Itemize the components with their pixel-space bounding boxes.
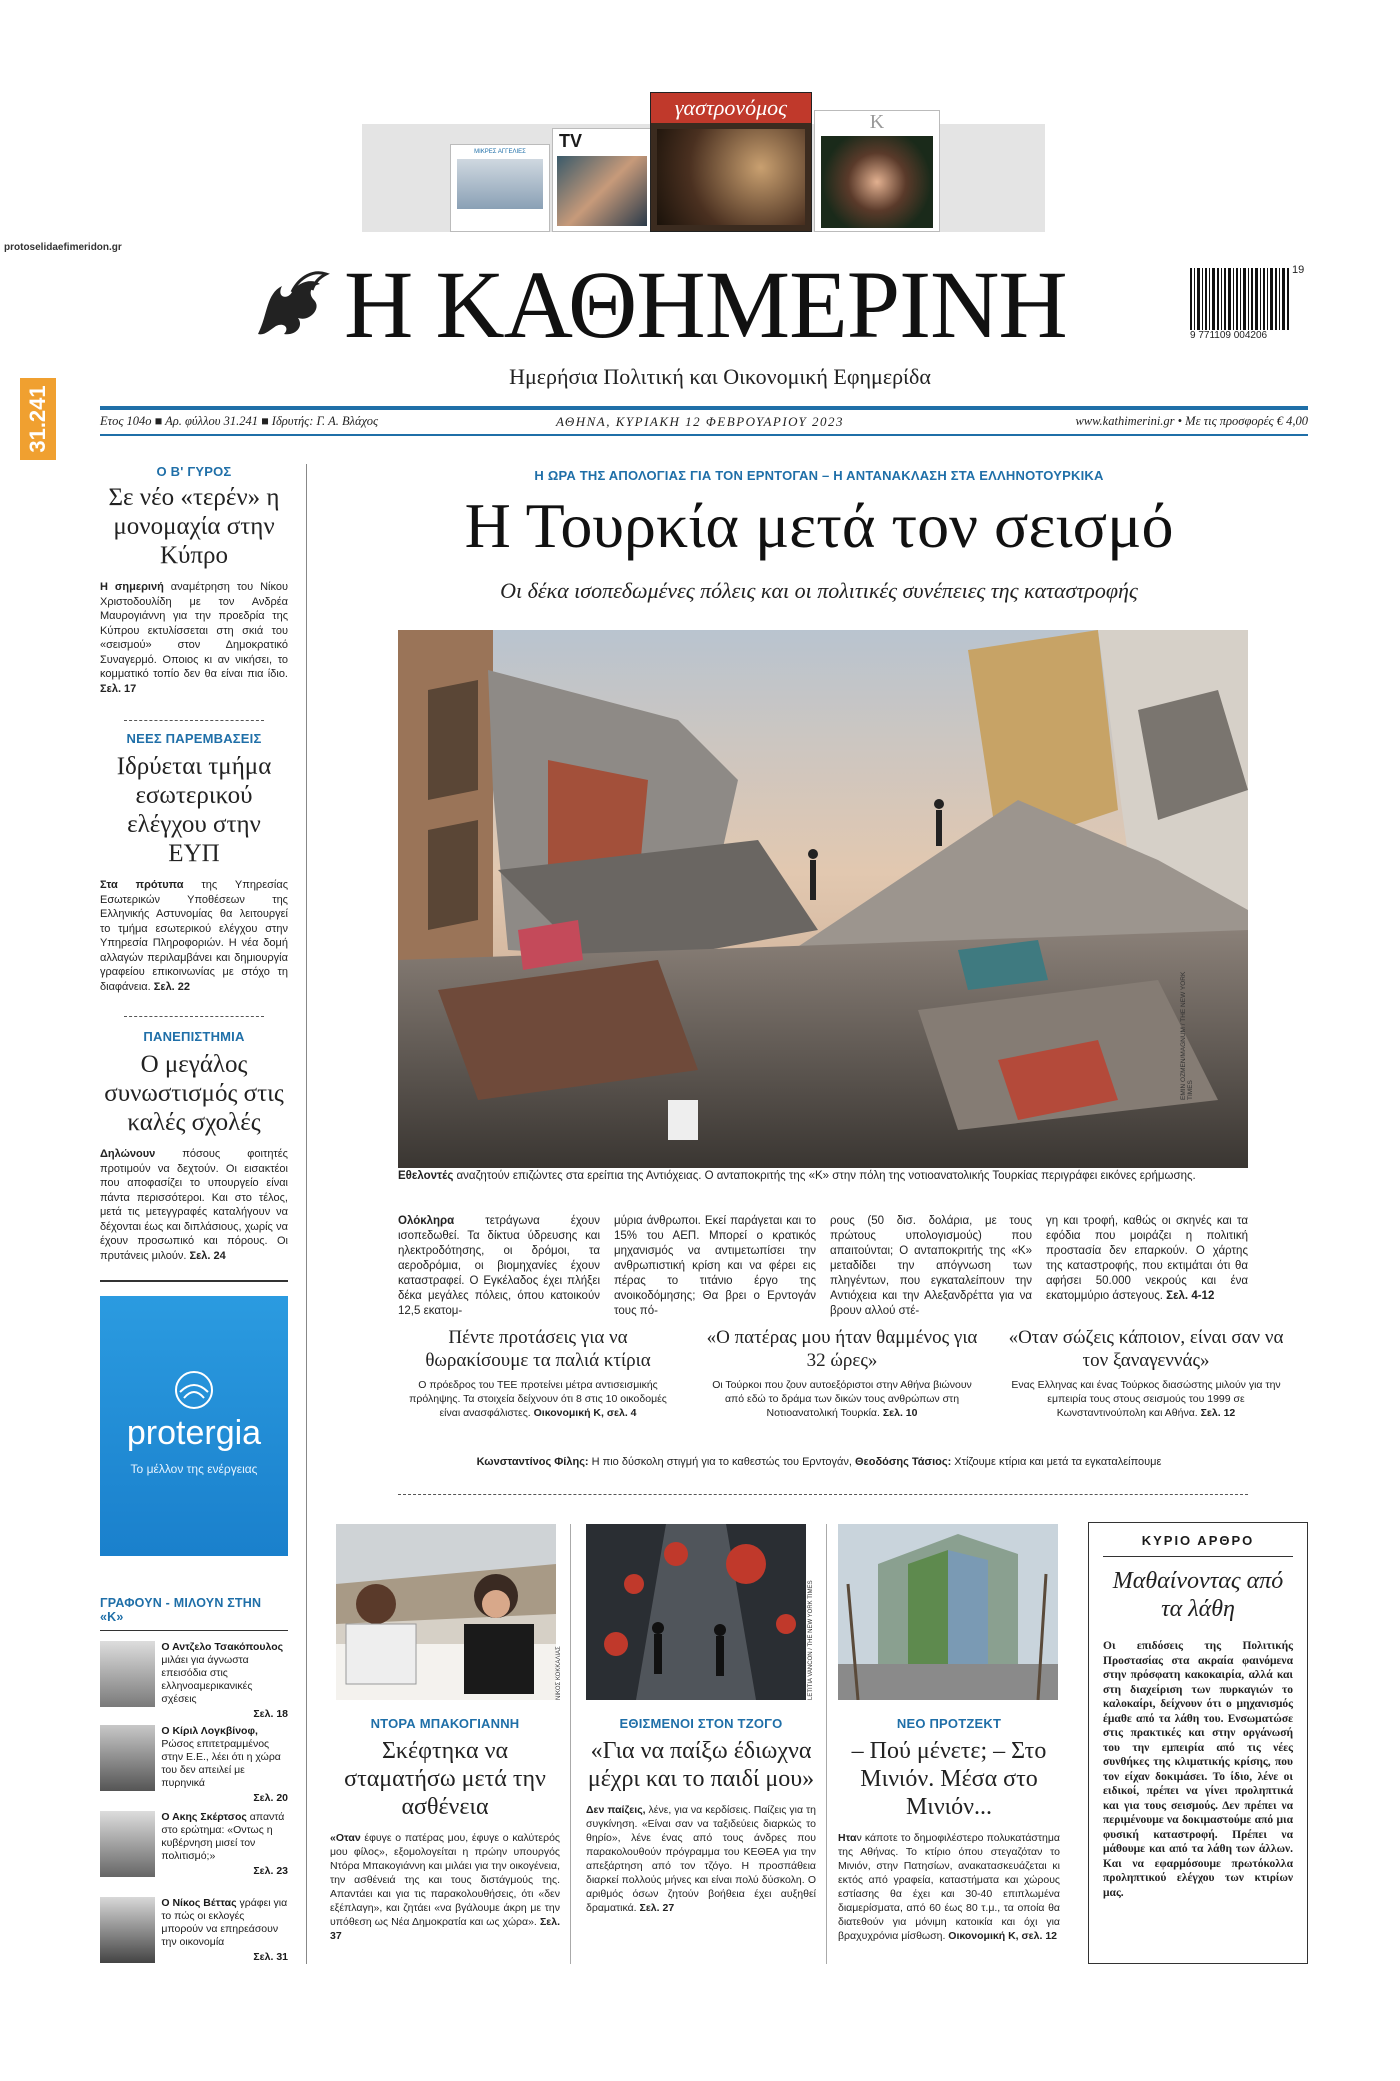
protergia-tagline: Το μέλλον της ενέργειας xyxy=(130,1462,258,1476)
bottom-photo-bakogianni[interactable] xyxy=(336,1524,556,1700)
bottom-story-bakogianni xyxy=(330,1716,560,1943)
photo-caption xyxy=(398,1170,1258,1182)
infobar-rule-top xyxy=(100,406,1308,410)
columnist-page: Σελ. 18 xyxy=(253,1708,288,1720)
main-body-column xyxy=(398,1214,600,1319)
columnist-name: Ο Κίριλ Λογκβίνοφ, xyxy=(161,1725,258,1737)
main-headline[interactable]: Η Τουρκία μετά τον σεισμό xyxy=(464,490,1174,561)
columnists-section xyxy=(100,1596,288,1983)
barcode-bars xyxy=(1190,268,1290,330)
columnist-name: Ο Νίκος Βέττας xyxy=(161,1897,237,1909)
supplement-mikres-aggelies[interactable] xyxy=(450,144,550,232)
protergia-brand: protergia xyxy=(126,1414,262,1452)
related-story-body: Ενας Ελληνας και ένας Τούρκος διασώστης μιλούν για την εμπειρία τους στους σεισμούς του 1999 σε Κωνσταντινούπολη και Αθήνα. xyxy=(1011,1379,1281,1419)
sidebar-body-cyprus: αναμέτρηση του Νίκου Χριστοδουλίδη με τον Ανδρέα Μαυρογιάννη για την προεδρία της Κύπρου εκτυλίσσεται στη σκιά του «σεισμού» στον Δημοκρατικό Συναγερμό. Οποιος κι αν νικήσει, το κομματικό τοπίο δεν θα είναι πια ίδιο. xyxy=(100,581,288,680)
related-stories xyxy=(398,1326,1308,1420)
bottom-title-bakogianni[interactable]: Σκέφτηκα να σταματήσω μετά την ασθένεια xyxy=(344,1738,546,1820)
columnist-item[interactable] xyxy=(100,1725,288,1811)
columnist-page: Σελ. 20 xyxy=(253,1792,288,1804)
sidebar-body-universities: πόσους φοιτητές προτιμούν να δεχτούν. Οι εισακτέοι που αποφασίζει το υπουργείο είναι πάντα περισσότεροι. Και στο τέλος, μετά τις μετεγγραφές καταλήγουν να δέχονται έως και διπλάσιους, χωρίς να έχουν προσωπικό και πόρους. Οι πρυτάνεις μιλούν. xyxy=(100,1148,288,1262)
columnist-text xyxy=(161,1641,288,1725)
columnists-rule xyxy=(100,1630,288,1631)
related-story-text xyxy=(398,1378,678,1420)
columnist-item[interactable] xyxy=(100,1641,288,1725)
sidebar-page-universities[interactable]: Σελ. 24 xyxy=(186,1249,226,1262)
bottom-photo-credit-bakogianni: ΝΙΚΟΣ ΚΟΚΚΑΛΙΑΣ xyxy=(556,1646,562,1700)
columnist-text xyxy=(161,1897,288,1983)
interview-photo-illustration xyxy=(336,1524,556,1700)
columnist-page: Σελ. 23 xyxy=(253,1865,288,1877)
masthead-title: Η ΚΑΘΗΜΕΡΙΝΗ xyxy=(344,251,1067,358)
bottom-kicker-bakogianni: ΝΤΟΡΑ ΜΠΑΚΟΓΙΑΝΝΗ xyxy=(370,1716,520,1731)
building-photo-illustration xyxy=(838,1524,1058,1700)
columnist-topic: Ρώσος επιτετραμμένος στην Ε.Ε., λέει ότι η χώρα του δεν απειλεί με πυρηνικά xyxy=(161,1738,281,1789)
bottom-text-bakogianni xyxy=(330,1831,560,1943)
sidebar-page-eyp[interactable]: Σελ. 22 xyxy=(150,980,191,993)
bottom-body-minion: ν κάποτε το δημοφιλέστερο πολυκατάστημα της Αθήνας. Το κτίριο όπου στεγαζόταν το Μινιόν, στην Πατησίων, ανακατασκευάζεται κι εκτός από γραφεία, καταστήματα και χώρους εστίασης θα έχει και 30-40 επιπλωμένα διαμερίσματα, από 60 έως 80 τ.μ., τα οποία θα διατεθούν για μόνιμη κατοικία και όχι για βραχυχρόνια μίσθωση. xyxy=(838,1832,1060,1942)
bottom-kicker-gambling: ΕΘΙΣΜΕΝΟΙ ΣΤΟΝ ΤΖΟΓΟ xyxy=(619,1716,783,1731)
sidebar-text-cyprus xyxy=(100,580,288,696)
main-subhead: Οι δέκα ισοπεδωμένες πόλεις και οι πολιτικές συνέπειες της καταστροφής xyxy=(500,578,1138,603)
supplement-k[interactable] xyxy=(814,110,940,232)
infobar-rule-bottom xyxy=(100,434,1308,436)
bottom-story-gambling xyxy=(586,1716,816,1915)
barcode-number: 9 771109 004206 xyxy=(1190,330,1268,341)
columnist-name: Ο Αντζελο Τσακόπουλος xyxy=(161,1641,284,1653)
bottom-body-bakogianni: έφυγε ο πατέρας μου, έφυγε ο καλύτερός μου φίλος», εξομολογείται η πρώην υπουργός Ντόρα Μπακογιάννη και μιλάει για την οικογένεια, την ασθένειά της και τους διστάγμούς της. Απαντάει και για τις παρακολουθήσεις, ότι «δεν εξέπλαγη», και ζητάει «να βγάλουμε άκρη με την υπόθεση ως Νέα Δημοκρατία και ως χώρα». xyxy=(330,1832,560,1928)
supplement-gastronomos[interactable] xyxy=(650,92,812,232)
sidebar-lead-universities: Δηλώνουν xyxy=(100,1148,156,1160)
related-story-page: Οικονομική Κ, σελ. 4 xyxy=(530,1407,637,1419)
main-photo[interactable] xyxy=(398,630,1248,1168)
issue-tab xyxy=(20,378,56,460)
columnist-photo xyxy=(100,1641,155,1707)
related-story-title: «Οταν σώζεις κάποιον, είναι σαν να τον ξαναγεννάς» xyxy=(1008,1327,1284,1371)
bottom-lead-bakogianni: «Οταν xyxy=(330,1832,361,1844)
editorial-rule xyxy=(1103,1556,1293,1557)
sidebar-lead-eyp: Στα πρότυπα xyxy=(100,879,184,891)
main-body-page[interactable]: Σελ. 4-12 xyxy=(1162,1290,1215,1302)
opinion-a-name[interactable]: Κωνσταντίνος Φίλης: xyxy=(476,1456,589,1468)
infobar-right: www.kathimerini.gr • Με τις προσφορές € 4,00 xyxy=(1075,414,1308,428)
sidebar-text-eyp xyxy=(100,878,288,994)
related-story-title: «Ο πατέρας μου ήταν θαμμένος για 32 ώρες» xyxy=(706,1327,978,1371)
supplement-tv[interactable] xyxy=(552,128,652,232)
columnist-photo xyxy=(100,1811,155,1877)
sidebar-kicker-cyprus: Ο Β' ΓΥΡΟΣ xyxy=(156,464,232,479)
related-story-page: Σελ. 12 xyxy=(1197,1407,1236,1419)
tv-label: TV xyxy=(559,131,583,151)
columnist-name: Ο Ακης Σκέρτσος xyxy=(161,1811,247,1823)
sidebar-separator xyxy=(124,1016,264,1017)
bottom-kicker-minion: ΝΕΟ ΠΡΟΤΖΕΚΤ xyxy=(896,1716,1002,1731)
related-story-text xyxy=(1006,1378,1286,1420)
opinion-b-name[interactable]: Θεοδόσης Τάσιος: xyxy=(851,1456,952,1468)
protergia-logo-icon xyxy=(174,1370,214,1410)
gambling-photo-illustration xyxy=(586,1524,806,1700)
masthead-subtitle: Ημερήσια Πολιτική και Οικονομική Εφημερίδα xyxy=(509,364,931,389)
columnist-item[interactable] xyxy=(100,1897,288,1983)
columnist-photo xyxy=(100,1725,155,1791)
bottom-photo-credit-gambling: LETITIA VANCON / THE NEW YORK TIMES xyxy=(808,1580,814,1700)
main-body-text: μύρια άνθρωποι. Εκεί παράγεται και το 15% του ΑΕΠ. Μπορεί ο κρατικός μηχανισμός να αντιμετωπίσει την ανθρωπιστική κρίση και να φέρει εις πέρας το τιτάνιο έργο της ανοικοδόμησης; Θα βρει ο Ερντογάν τους πό- xyxy=(614,1215,816,1317)
gastronomos-title: γαστρονόμος xyxy=(651,93,811,123)
related-story-page: Σελ. 10 xyxy=(879,1407,918,1419)
bottom-story-minion xyxy=(838,1716,1060,1943)
barcode xyxy=(1190,268,1310,342)
bottom-text-minion xyxy=(838,1831,1060,1943)
bottom-title-gambling[interactable]: «Για να παίξω έδιωχνα μέχρι και το παιδί μου» xyxy=(587,1738,815,1792)
earthquake-photo-illustration xyxy=(398,630,1248,1168)
watermark-text: protoselidaefimeridon.gr xyxy=(4,242,122,253)
bottom-text-gambling xyxy=(586,1803,816,1915)
related-story-body: Οι Τούρκοι που ζουν αυτοεξόριστοι στην Αθήνα βιώνουν από εδώ το δράμα των δικών τους ανθρώπων στη Νοτιοανατολική Τουρκία. xyxy=(712,1379,972,1419)
bottom-page-gambling[interactable]: Σελ. 27 xyxy=(636,1902,675,1914)
sidebar-page-cyprus[interactable]: Σελ. 17 xyxy=(100,682,137,695)
bottom-photo-gambling[interactable] xyxy=(586,1524,806,1700)
opinion-a-text: Η πιο δύσκολη στιγμή για το καθεστώς του Ερντογάν, xyxy=(588,1456,852,1468)
columnist-text xyxy=(161,1811,288,1897)
sidebar-body-eyp: της Υπηρεσίας Εσωτερικών Υποθέσεων της Ελληνικής Αστυνομίας θα λειτουργεί το τμήμα εσωτερικού ελέγχου στην Υπηρεσία Πληροφοριών. Η νέα δομή αλλαγών περιλαμβάνει και δημιουργία γραφείου επικοινωνίας με στόχο τη διαφάνεια. xyxy=(100,879,288,993)
columnist-topic: γράφει για το πώς οι εκλογές μπορούν να επηρεάσουν την οικονομία xyxy=(161,1897,288,1948)
opinion-line xyxy=(330,1456,1308,1468)
columnist-item[interactable] xyxy=(100,1811,288,1897)
columnists-header: ΓΡΑΦΟΥΝ - ΜΙΛΟΥΝ ΣΤΗΝ «Κ» xyxy=(100,1596,262,1624)
sidebar-rule xyxy=(100,1280,288,1282)
sidebar-headline-eyp[interactable]: Ιδρύεται τμήμα εσωτερικού ελέγχου στην ΕΥΠ xyxy=(116,753,272,867)
mikres-aggelies-label: ΜΙΚΡΕΣ ΑΓΓΕΛΙΕΣ xyxy=(474,149,526,155)
editorial-label: ΚΥΡΙΟ ΑΡΘΡΟ xyxy=(1141,1533,1255,1548)
infobar-left: Ετος 104ο ■ Αρ. φύλλου 31.241 ■ Ιδρυτής: Γ. Α. Βλάχος xyxy=(100,414,379,428)
main-body-text: τετράγωνα έχουν ισοπεδωθεί. Τα δίκτυα ύδρευσης και ηλεκτροδότησης, οι δρόμοι, τα αεροδρόμια, οι βιομηχανίες έχουν καταστραφεί. Ο Εγκέλαδος έχει πλήξει δέκα μεγάλες πόλεις, όπου κατοικούν 12,5 εκατομ- xyxy=(398,1215,600,1317)
columnist-topic: μιλάει για άγνωστα επεισόδια στις ελληνοαμερικανικές σχέσεις xyxy=(161,1654,253,1705)
editorial-box xyxy=(1088,1522,1308,1964)
main-body xyxy=(398,1214,1248,1319)
main-body-column xyxy=(614,1214,816,1319)
sidebar-lead-cyprus: Η σημερινή xyxy=(100,581,164,593)
bottom-page-minion[interactable]: Οικονομική Κ, σελ. 12 xyxy=(945,1930,1058,1942)
columnist-text xyxy=(161,1725,288,1811)
columnist-page: Σελ. 31 xyxy=(253,1951,288,1963)
main-kicker: Η ΩΡΑ ΤΗΣ ΑΠΟΛΟΓΙΑΣ ΓΙΑ ΤΟΝ ΕΡΝΤΟΓΑΝ – Η ΑΝΤΑΝΑΚΛΑΣΗ ΣΤΑ ΕΛΛΗΝΟΤΟΥΡΚΙΚΑ xyxy=(534,468,1104,483)
infobar-date: ΑΘΗΝΑ, ΚΥΡΙΑΚΗ 12 ΦΕΒΡΟΥΑΡΙΟΥ 2023 xyxy=(555,414,844,429)
sidebar-headline-universities[interactable]: Ο μεγάλος συνωστισμός στις καλές σχολές xyxy=(104,1051,284,1136)
barcode-issue: 19 xyxy=(1292,264,1305,276)
photo-caption-lead: Εθελοντές xyxy=(398,1170,454,1182)
related-story-title: Πέντε προτάσεις για να θωρακίσουμε τα παλιά κτίρια xyxy=(425,1327,651,1371)
main-body-column xyxy=(1046,1214,1248,1319)
column-divider xyxy=(826,1524,827,1964)
main-body-column xyxy=(830,1214,1032,1319)
related-story[interactable] xyxy=(702,1326,982,1420)
related-story-text xyxy=(702,1378,982,1420)
main-body-text: ρους (50 δισ. δολάρια, με τους πρώτους υπολογισμούς) που απαιτούνται; Ο ανταποκριτής της «Κ» μεταδίδει την απόγνωση των πληγέντων, που εγκαταλείπουν την Αντιόχεια και την Αλεξανδρέττα για να βρουν αλλού στέ- xyxy=(830,1215,1032,1317)
bottom-page-bakogianni[interactable]: Σελ. 37 xyxy=(330,1916,560,1942)
bottom-title-minion[interactable]: – Πού μένετε; – Στο Μινιόν. Μέσα στο Μινιόν... xyxy=(851,1738,1047,1820)
griffin-logo xyxy=(248,264,332,348)
photo-credit: EMIN OZMEN/MAGNUM / THE NEW YORK TIMES xyxy=(1180,971,1194,1100)
related-story-body: Ο πρόεδρος του ΤΕΕ προτείνει μέτρα αντισεισμικής πρόληψης. Τα στοιχεία δείχνουν ότι 8 στις 10 οικοδομές είναι ανασφάλιστες. xyxy=(409,1379,667,1419)
editorial-text: Οι επιδόσεις της Πολιτικής Προστασίας στα ακραία φαινόμενα στην πρόσφατη κακοκαιρία, αλλά και στη διαχείριση των πυρκαγιών το καλοκαίρι, δείχνουν ότι ο μηχανισμός έμαθε από τα λάθη του. Ενσωματώσε στις πρακτικές και στην οργάνωσή του την εμπειρία από τις νέες συνθήκες της κλιματικής κρίσης, που τον είχαν δοκιμάσει. Το ίδιο, λένε οι ειδικοί, πρέπει να γίνει προληπτικά και για τους σεισμούς. Δεν πρέπει να περιμένουμε να δοκιμαστούμε από μια φυσική καταστροφή. Πρέπει να μάθουμε και από τα λάθη των άλλων. Και να εφαρμόσουμε πρωτόκολλα προληπτικού ελέγχου των κτιρίων μας. xyxy=(1103,1640,1293,1899)
opinion-b-text: Χτίζουμε κτίρια και μετά τα εγκαταλείπουμε xyxy=(951,1456,1162,1468)
columnist-photo xyxy=(100,1897,155,1963)
photo-caption-text: αναζητούν επιζώντες στα ερείπια της Αντιόχειας. Ο ανταποκριτής της «Κ» στην πόλη της νοτιοανατολικής Τουρκίας περιγράφει εικόνες ερήμωσης. xyxy=(453,1170,1196,1182)
k-label: Κ xyxy=(869,111,885,133)
main-body-lead: Ολόκληρα xyxy=(398,1215,455,1227)
protergia-ad[interactable] xyxy=(100,1296,288,1556)
columnist-topic: απαντά στο ερώτημα: «Οντως η κυβέρνηση μισεί τον πολιτισμό;» xyxy=(161,1811,285,1862)
column-divider xyxy=(570,1524,571,1964)
editorial-title[interactable]: Μαθαίνοντας από τα λάθη xyxy=(1112,1568,1284,1622)
column-divider xyxy=(306,464,307,1964)
sidebar-kicker-universities: ΠΑΝΕΠΙΣΤΗΜΙΑ xyxy=(143,1029,245,1044)
sidebar-kicker-eyp: ΝΕΕΣ ΠΑΡΕΜΒΑΣΕΙΣ xyxy=(126,731,262,746)
sidebar xyxy=(100,464,288,1263)
bottom-lead-gambling: Δεν παίζεις, xyxy=(586,1804,646,1816)
bottom-body-gambling: λένε, για να κερδίσεις. Παίζεις για τη συγκίνηση. «Είναι σαν να ταξιδεύεις διαρκώς το θηρίο», λένε ένας από τους άνδρες που παρακολουθούν πρόγραμμα του ΚΕΘΕΑ για την απεξάρτηση από τον τζόγο. Η προσπάθεια διαρκεί πολλούς μήνες και είναι πολύ δύσκολη. Ο αριθμός όσων ζητούν βοήθεια έχει αυξηθεί δραματικά. xyxy=(586,1804,816,1914)
sidebar-text-universities xyxy=(100,1147,288,1263)
sidebar-separator xyxy=(124,720,264,721)
bottom-photo-minion[interactable] xyxy=(838,1524,1058,1700)
related-story[interactable] xyxy=(398,1326,678,1420)
bottom-lead-minion: Ητα xyxy=(838,1832,857,1844)
issue-tab-number: 31.241 xyxy=(25,385,50,453)
related-story[interactable] xyxy=(1006,1326,1286,1420)
sidebar-headline-cyprus[interactable]: Σε νέο «τερέν» η μονομαχία στην Κύπρο xyxy=(108,484,280,569)
main-body-text: γη και τροφή, καθώς οι σκηνές και τα εφόδια που μοιράζει η πολιτική προστασία δεν επαρκούν. Ο χάρτης της καταστροφής, που εκτιμάται ότι θα αφήσει 50.000 νεκρούς και ένα εκατομμύριο άστεγους. xyxy=(1046,1215,1248,1302)
section-separator xyxy=(398,1494,1248,1495)
